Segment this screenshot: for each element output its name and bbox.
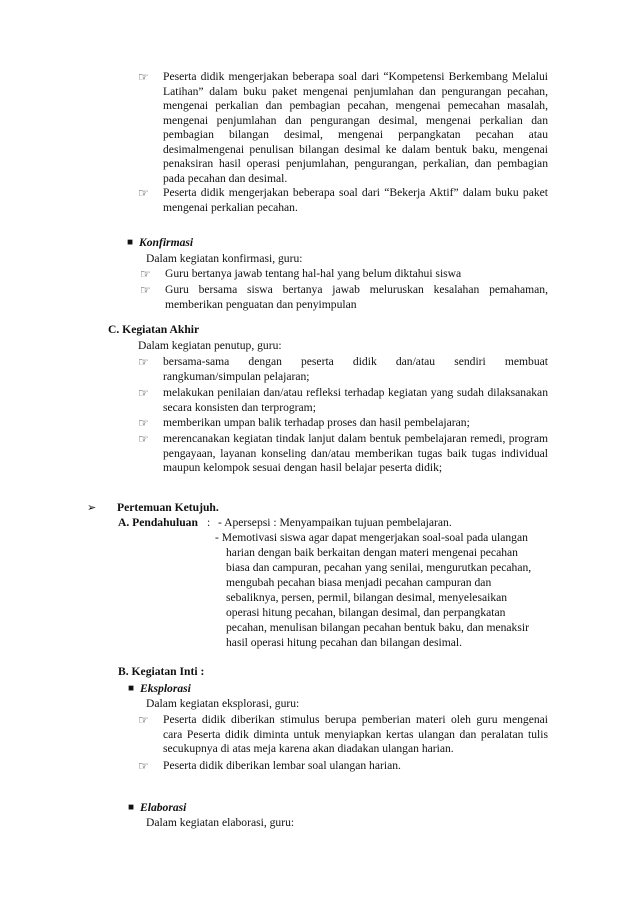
list-item: [138, 432, 548, 476]
pendahuluan-separator: :: [207, 516, 211, 529]
pertemuan-heading: Pertemuan Ketujuh.: [117, 501, 219, 514]
list-item: [138, 759, 548, 774]
list-item-text: bersama-sama dengan peserta didik dan/atau sendiri membuat rangkuman/simpulan pelajaran;: [163, 355, 548, 383]
elaborasi-heading-row: [128, 801, 186, 816]
list-item: [138, 355, 548, 384]
list-item-text: Guru bertanya jawab tentang hal-hal yang belum diktahui siswa: [165, 267, 462, 280]
pointing-hand-icon: ☞: [138, 416, 149, 430]
list-item: [138, 386, 548, 415]
pointing-hand-icon: ☞: [138, 432, 149, 446]
square-bullet-icon: ■: [127, 237, 134, 248]
pertemuan-heading-row: [87, 501, 219, 516]
square-bullet-icon: ■: [128, 683, 135, 694]
motivasi-line: mengubah pecahan biasa menjadi pecahan campuran dan: [226, 576, 492, 589]
kegiatan-inti-heading: B. Kegiatan Inti :: [118, 665, 205, 678]
list-item: [140, 267, 548, 282]
list-item-text: Peserta didik mengerjakan beberapa soal dari “Bekerja Aktif” dalam buku paket mengenai perkalian pecahan.: [163, 186, 548, 214]
motivasi-line: biasa dan campuran, pecahan yang senilai, mengurutkan pecahan,: [226, 561, 532, 574]
konfirmasi-intro: Dalam kegiatan konfirmasi, guru:: [146, 252, 303, 265]
list-item-text: melakukan penilaian dan/atau refleksi terhadap kegiatan yang sudah dilaksanakan secara konsisten dan terprogram;: [163, 386, 548, 414]
list-item-text: Peserta didik diberikan lembar soal ulangan harian.: [163, 759, 401, 772]
motivasi-text: - Memotivasi siswa agar dapat mengerjakan soal-soal pada ulangan: [215, 531, 528, 544]
list-item: [138, 186, 548, 215]
konfirmasi-heading-row: [127, 236, 193, 251]
list-item-text: Peserta didik diberikan stimulus berupa pemberian materi oleh guru mengenai cara Peserta didik diminta untuk menyiapkan kertas ulangan dan peralatan tulis secukupnya di atas meja karena akan diadakan ulangan harian.: [163, 713, 548, 755]
pointing-hand-icon: ☞: [140, 283, 151, 297]
list-item: [138, 416, 548, 431]
elaborasi-heading: Elaborasi: [140, 801, 187, 814]
list-item-text: merencanakan kegiatan tindak lanjut dalam bentuk pembelajaran remedi, program pengayaan, layanan konseling dan/atau memberikan tugas baik tugas individual maupun kelompok sesuai dengan hasil belajar peserta didik;: [163, 432, 548, 474]
motivasi-line: hasil operasi hitung pecahan dan bilangan desimal.: [226, 636, 462, 649]
list-item-text: Peserta didik mengerjakan beberapa soal dari “Kompetensi Berkembang Melalui Latihan” dalam buku paket mengenai penjumlahan dan pengurangan pecahan, mengenai perkalian dan pembagian pecahan, mengenai pemecahan masalah, mengenai penjumlahan dan pengurangan desimal, mengenai perkalian dan pembagian bilangan desimal, mengenai perpangkatan pecahan atau desimalmengenai penulisan bilangan desimal ke dalam bentuk baku, mengenai penaksiran hasil operasi penjumlahan, pengurangan, perkalian, dan pembagian pada pecahan dan desimal.: [163, 70, 548, 185]
pointing-hand-icon: ☞: [140, 267, 151, 281]
pointing-hand-icon: ☞: [138, 386, 149, 400]
list-item: [138, 70, 548, 186]
arrow-bullet-icon: ➢: [87, 502, 97, 514]
list-item: [140, 283, 548, 312]
pointing-hand-icon: ☞: [138, 759, 149, 773]
motivasi-line: sebaliknya, persen, permil, bilangan desimal, menyelesaikan: [226, 591, 508, 604]
pendahuluan-label: A. Pendahuluan: [118, 516, 198, 529]
pointing-hand-icon: ☞: [138, 713, 149, 727]
konfirmasi-heading: Konfirmasi: [139, 236, 194, 249]
motivasi-line: operasi hitung pecahan, bilangan desimal, dan perpangkatan: [226, 606, 506, 619]
eksplorasi-intro: Dalam kegiatan eksplorasi, guru:: [146, 697, 300, 710]
pointing-hand-icon: ☞: [138, 70, 149, 84]
eksplorasi-heading-row: [128, 682, 191, 697]
motivasi-line: harian dengan baik berkaitan dengan materi mengenai pecahan: [226, 546, 518, 559]
list-item: [138, 713, 548, 757]
square-bullet-icon: ■: [128, 802, 135, 813]
apersepsi-text: - Apersepsi : Menyampaikan tujuan pembelajaran.: [218, 516, 452, 529]
kegiatan-akhir-heading: C. Kegiatan Akhir: [108, 323, 200, 336]
eksplorasi-heading: Eksplorasi: [140, 682, 191, 695]
motivasi-line: pecahan, menulisan bilangan pecahan bentuk baku, dan menaksir: [226, 621, 529, 634]
elaborasi-intro: Dalam kegiatan elaborasi, guru:: [146, 816, 295, 829]
list-item-text: Guru bersama siswa bertanya jawab meluruskan kesalahan pemahaman, memberikan penguatan dan penyimpulan: [165, 283, 548, 311]
list-item-text: memberikan umpan balik terhadap proses dan hasil pembelajaran;: [163, 416, 470, 429]
pointing-hand-icon: ☞: [138, 355, 149, 369]
pointing-hand-icon: ☞: [138, 186, 149, 200]
kegiatan-akhir-intro: Dalam kegiatan penutup, guru:: [138, 339, 282, 352]
